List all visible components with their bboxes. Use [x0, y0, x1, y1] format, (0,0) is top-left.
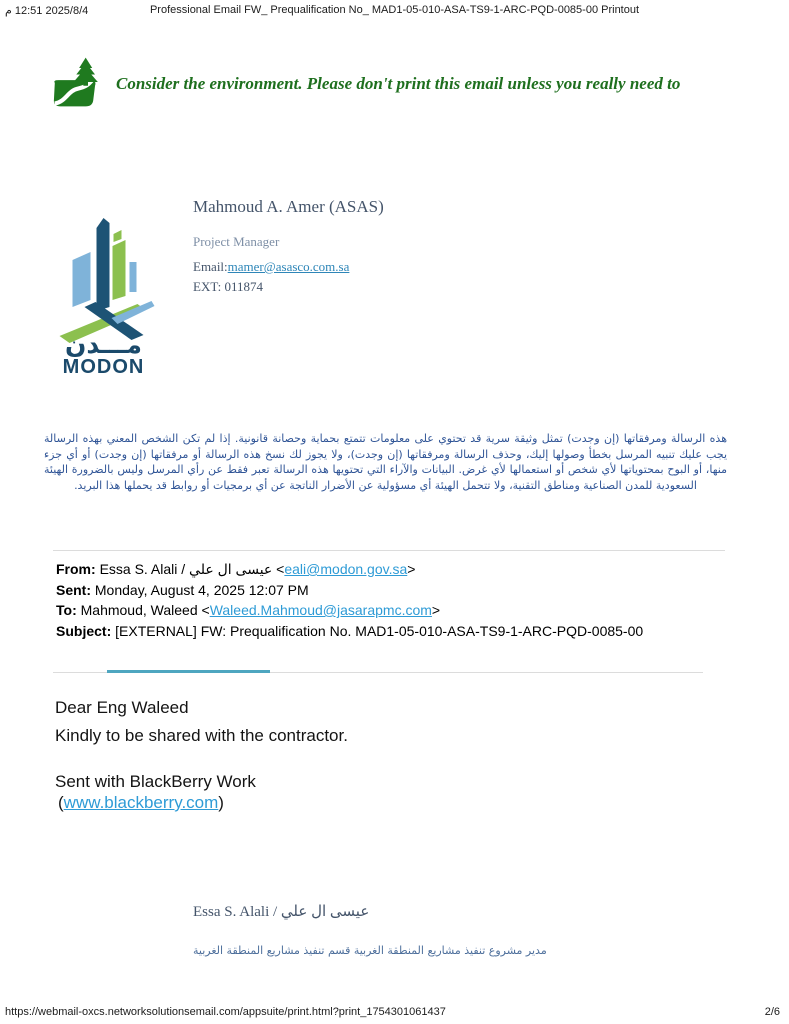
print-datetime-value: 12:51 2025/8/4: [14, 5, 89, 17]
sent-value: Monday, August 4, 2025 12:07 PM: [94, 581, 309, 598]
message-text: Kindly to be shared with the contractor.: [55, 726, 348, 745]
subject-label: Subject:: [56, 622, 112, 639]
sender-email-link[interactable]: mamer@asasco.com.sa: [227, 259, 350, 274]
blackberry-link-line: [58, 793, 224, 813]
modon-logo-latin-text: MODON: [62, 356, 145, 376]
mail-headers: [56, 559, 643, 641]
sent-line: [56, 580, 643, 601]
signature-title-arabic: مدير مشروع تنفيذ مشاريع المنطقة الغربية قسم تنفيذ مشاريع المنطقة الغربية: [193, 944, 547, 957]
to-email-link[interactable]: Waleed.Mahmoud@jasarapmc.com: [209, 602, 432, 618]
sent-label: Sent:: [56, 581, 91, 598]
modon-logo: [51, 206, 157, 381]
paren-close: ): [218, 793, 224, 812]
print-title: Professional Email FW_ Prequalification No_ MAD1-05-010-ASA-TS9-1-ARC-PQD-0085-00 Printout: [149, 4, 640, 16]
print-page-number: 2/6: [764, 1006, 780, 1018]
sender-email-line: [193, 259, 349, 275]
sent-with-text: Sent with BlackBerry Work: [55, 772, 256, 791]
subject-value: [EXTERNAL] FW: Prequalification No. MAD1-05-010-ASA-TS9-1-ARC-PQD-0085-00: [115, 622, 644, 639]
subject-line: [56, 621, 643, 642]
sender-name: Mahmoud A. Amer (ASAS): [193, 197, 384, 216]
sender-extension: EXT: 011874: [193, 279, 264, 294]
from-line: [56, 559, 643, 580]
sender-job-title: Project Manager: [193, 234, 280, 249]
sender-email-label: Email:: [193, 259, 228, 274]
signature-name: Essa S. Alali / عيسى ال علي: [193, 904, 370, 920]
from-name: Essa S. Alali / عيسى ال علي: [99, 561, 273, 577]
angle-open: <: [276, 561, 285, 577]
from-email-link[interactable]: eali@modon.gov.sa: [284, 561, 408, 577]
greeting-text: Dear Eng Waleed: [55, 698, 189, 717]
blackberry-link[interactable]: www.blackberry.com: [63, 793, 219, 812]
modon-logo-arabic-text: مـــدن: [65, 331, 142, 359]
arabic-disclaimer: هذه الرسالة ومرفقاتها (إن وجدت) تمثل وثيقة سرية قد تحتوي على معلومات تتمتع بحماية وحصانة قانونية. إذا لم تكن الشخص المعني بهذه الرسالة يجب عليك تنبيه المرسل بخطأ وصولها إليك، وحذف الرسالة ومرفقاتها (إن وجدت)، ولا يجوز لك نسخ هذه الرسالة أو مرفقاتها (إن وجدت) أو أي جزء منها، أو البوح بمحتوياتها لأي شخص أو استعمالها لأي غرض. البيانات والآراء التي تحتويها هذه الرسالة تعبر فقط عن رأي المرسل وليس بالضرورة الهيئة السعودية للمدن الصناعية ومناطق التقنية، ولا تتحمل الهيئة أي مسؤولية عن الأضرار الناتجة عن أي برمجيات أو روابط قد يحملها هذا البريد.: [44, 432, 727, 492]
to-line: [56, 600, 643, 621]
print-datetime-meridiem: م: [5, 5, 12, 17]
tree-road-icon: [52, 56, 110, 113]
from-label: From:: [56, 561, 96, 577]
message-divider-accent: [107, 670, 270, 673]
paren-open: (: [58, 793, 64, 812]
to-name: Mahmoud, Waleed: [80, 602, 198, 618]
print-footer-url: https://webmail-oxcs.networksolutionsemail.com/appsuite/print.html?print_1754301061437: [5, 1006, 446, 1018]
header-divider: [53, 550, 725, 551]
angle-close: >: [431, 602, 441, 618]
environment-banner-text: Consider the environment. Please don't print this email unless you really need to: [116, 74, 681, 93]
to-label: To:: [56, 602, 77, 618]
angle-open: <: [201, 602, 210, 618]
angle-close: >: [407, 561, 416, 577]
